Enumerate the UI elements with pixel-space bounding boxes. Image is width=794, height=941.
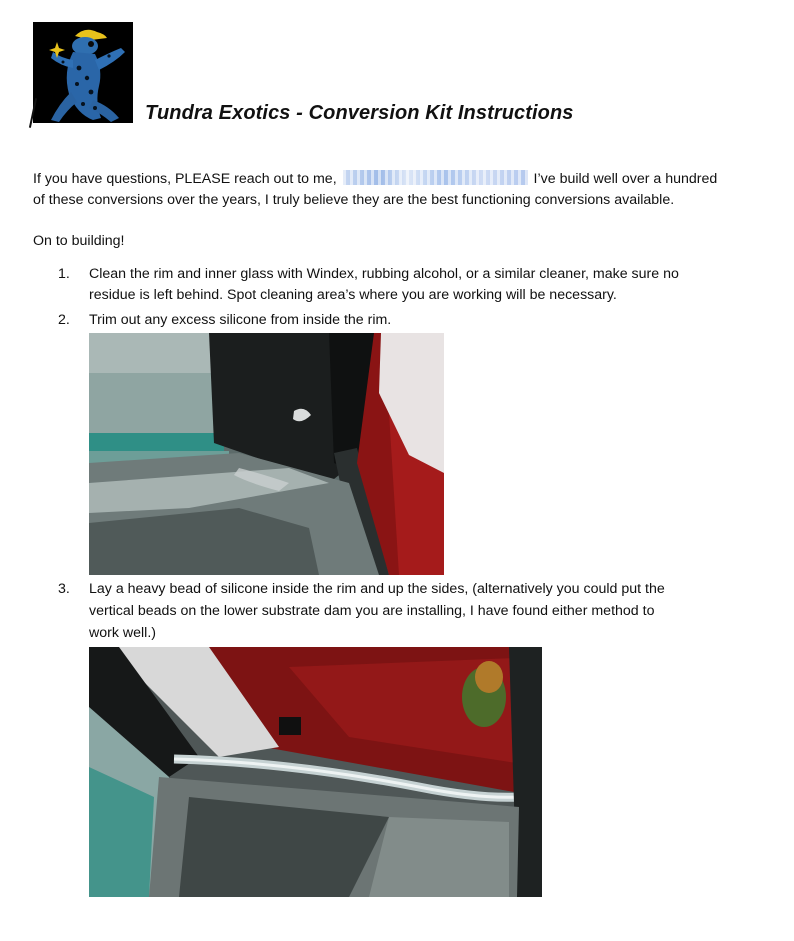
step-1-continuation: residue is left behind. Spot cleaning area’s where you are working will be necessary. [89, 287, 617, 303]
step-text: Trim out any excess silicone from inside the rim. [89, 312, 392, 328]
step-1 [58, 264, 679, 285]
step-number: 1. [58, 266, 70, 282]
step-2 [58, 310, 391, 331]
intro-line-1 [33, 169, 717, 190]
step-text: Lay a heavy bead of silicone inside the rim and up the sides, (alternatively you could put the [89, 581, 665, 597]
step-text: Clean the rim and inner glass with Windex, rubbing alcohol, or a similar cleaner, make sure no [89, 266, 679, 282]
document-title: Tundra Exotics - Conversion Kit Instructions [145, 102, 574, 124]
redacted-email [343, 170, 528, 185]
lead-text: On to building! [33, 233, 125, 249]
step-3-continuation-2: work well.) [89, 625, 157, 641]
intro-text-after-email: I’ve build well over a hundred [533, 171, 718, 187]
step-3-continuation-1: vertical beads on the lower substrate dam you are installing, I have found either method to [89, 603, 655, 619]
step-number: 2. [58, 312, 70, 328]
photo-trimmed-silicone-corner [89, 333, 444, 575]
step-3 [58, 579, 665, 600]
step-number: 3. [58, 581, 70, 597]
intro-text-before-email: If you have questions, PLEASE reach out to me, [33, 171, 337, 187]
intro-line-2: of these conversions over the years, I truly believe they are the best functioning conversions available. [33, 192, 675, 208]
photo-silicone-bead-in-rim [89, 647, 542, 897]
frog-icon [33, 22, 133, 123]
tundra-exotics-logo [33, 22, 133, 123]
